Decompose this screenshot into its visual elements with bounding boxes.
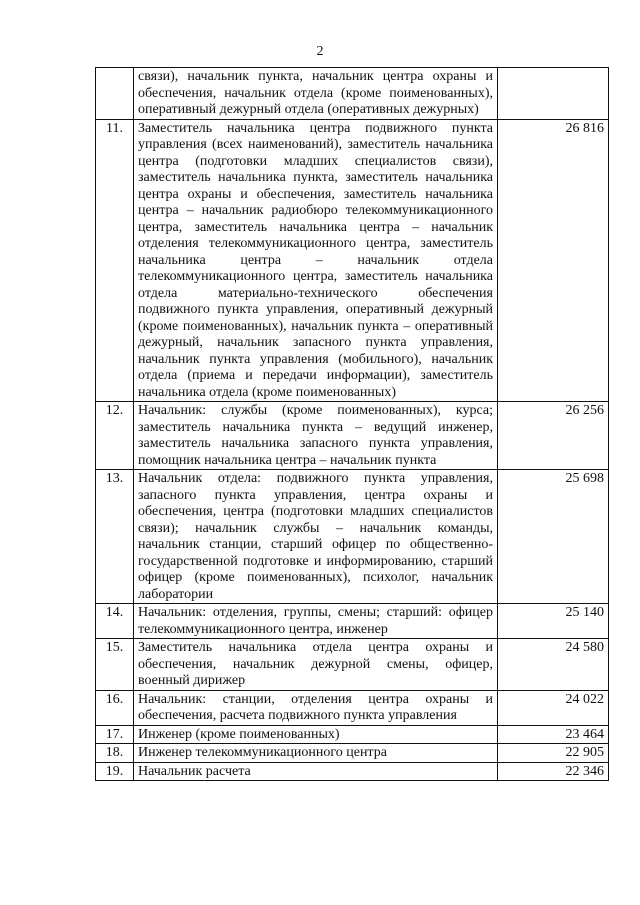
row-number: 12. xyxy=(96,402,134,470)
table-row xyxy=(96,470,609,604)
table-row xyxy=(96,762,609,781)
row-number: 19. xyxy=(96,762,134,781)
salary-amount: 22 346 xyxy=(498,762,609,781)
row-number: 11. xyxy=(96,119,134,402)
table-row xyxy=(96,402,609,470)
salary-table xyxy=(95,67,609,781)
salary-amount: 23 464 xyxy=(498,725,609,744)
position-title: Начальник отдела: подвижного пункта управления, запасного пункта управления, центра охраны и обеспечения, центра (подготовки младших специалистов связи); начальник службы – начальник команды, начальник станции, старший офицер по общественно-государственной подготовке и информированию, старший офицер (кроме поименованных), психолог, начальник лаборатории xyxy=(134,470,498,604)
salary-amount: 26 256 xyxy=(498,402,609,470)
salary-amount: 26 816 xyxy=(498,119,609,402)
salary-amount: 24 022 xyxy=(498,690,609,725)
table-row xyxy=(96,68,609,120)
table-row xyxy=(96,725,609,744)
position-title: Начальник: отделения, группы, смены; старший: офицер телекоммуникационного центра, инженер xyxy=(134,604,498,639)
row-number: 18. xyxy=(96,744,134,763)
row-number: 13. xyxy=(96,470,134,604)
row-number xyxy=(96,68,134,120)
table-row xyxy=(96,604,609,639)
salary-amount: 24 580 xyxy=(498,639,609,691)
row-number: 14. xyxy=(96,604,134,639)
table-row xyxy=(96,119,609,402)
position-title: Инженер (кроме поименованных) xyxy=(134,725,498,744)
position-title: Заместитель начальника центра подвижного пункта управления (всех наименований), заместитель начальника центра (подготовки младших специалистов связи), заместитель начальника пункта, заместитель начальника центра охраны и обеспечения, заместитель начальника центра – начальник радиобюро телекоммуникационного центра, заместитель начальника центра – начальник отделения телекоммуникационного центра, заместитель начальника центра – начальник отдела телекоммуникационного центра, заместитель начальника отдела материально-технического обеспечения подвижного пункта управления, оперативный дежурный (кроме поименованных), начальник пункта – оперативный дежурный, начальник запасного пункта управления, начальник пункта управления (мобильного), начальник отдела (приема и передачи информации), заместитель начальника отдела (кроме поименованных) xyxy=(134,119,498,402)
table-row xyxy=(96,639,609,691)
salary-amount: 25 698 xyxy=(498,470,609,604)
page-number: 2 xyxy=(316,44,324,59)
salary-amount: 25 140 xyxy=(498,604,609,639)
position-title: Начальник: службы (кроме поименованных), курса; заместитель начальника пункта – ведущий инженер, заместитель начальника запасного пункта управления, помощник начальника центра – начальник пункта xyxy=(134,402,498,470)
table-row xyxy=(96,744,609,763)
position-title: Начальник расчета xyxy=(134,762,498,781)
row-number: 17. xyxy=(96,725,134,744)
position-title: связи), начальник пункта, начальник центра охраны и обеспечения, начальник отдела (кроме поименованных), оперативный дежурный отдела (оперативных дежурных) xyxy=(134,68,498,120)
salary-amount: 22 905 xyxy=(498,744,609,763)
row-number: 16. xyxy=(96,690,134,725)
table-row xyxy=(96,690,609,725)
position-title: Начальник: станции, отделения центра охраны и обеспечения, расчета подвижного пункта управления xyxy=(134,690,498,725)
position-title: Инженер телекоммуникационного центра xyxy=(134,744,498,763)
salary-amount xyxy=(498,68,609,120)
position-title: Заместитель начальника отдела центра охраны и обеспечения, начальник дежурной смены, офицер, военный дирижер xyxy=(134,639,498,691)
row-number: 15. xyxy=(96,639,134,691)
